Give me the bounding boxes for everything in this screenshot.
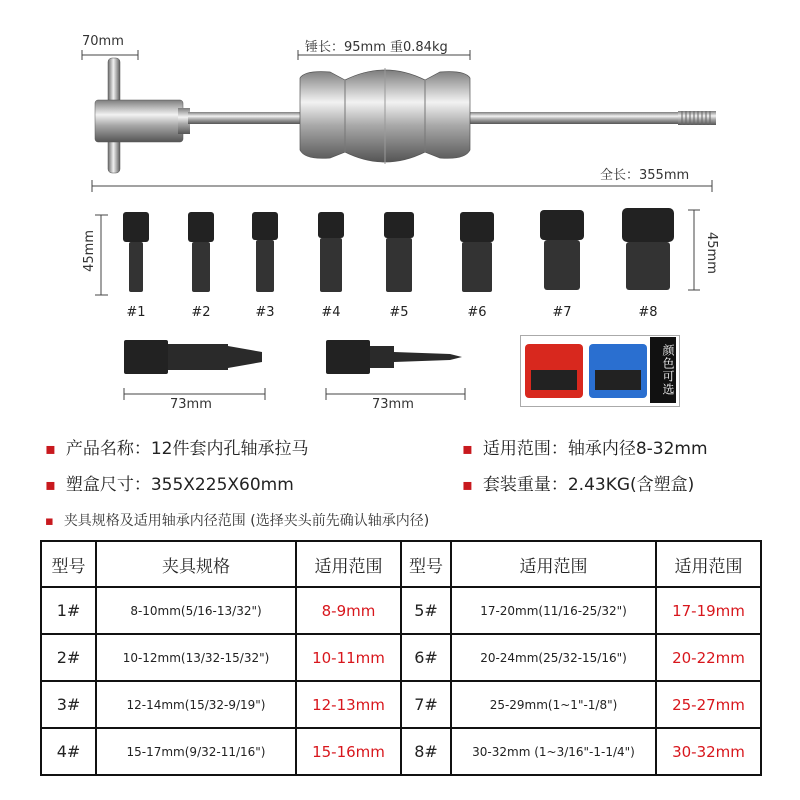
- model-cell: 6#: [401, 634, 451, 681]
- adapter-height-left: 45mm: [82, 230, 97, 272]
- spec-range: ▪ 适用范围：轴承内径8-32mm: [462, 439, 708, 459]
- range-cell: 30-32mm: [656, 728, 761, 775]
- range-cell: 25-27mm: [656, 681, 761, 728]
- header-spec-2: 适用范围: [451, 541, 656, 587]
- header-range-2: 适用范围: [656, 541, 761, 587]
- spec-product-name-text: 产品名称：12件套内孔轴承拉马: [65, 439, 309, 459]
- spec-cell: 17-20mm(11/16-25/32"): [451, 587, 656, 634]
- table-row: [41, 681, 761, 728]
- color-options-label: 颜色可选: [650, 337, 676, 403]
- adapter-label-7: #7: [552, 305, 572, 320]
- spec-range-text: 适用范围：轴承内径8-32mm: [482, 439, 708, 459]
- extension-length-right: 73mm: [372, 397, 414, 412]
- table-row: [41, 728, 761, 775]
- spec-cell: 12-14mm(15/32-9/19"): [96, 681, 296, 728]
- handle-width-label: 70mm: [82, 34, 124, 49]
- adapter-label-6: #6: [467, 305, 487, 320]
- spec-weight-text: 套装重量：2.43KG(含塑盒): [482, 475, 695, 495]
- range-cell: 10-11mm: [296, 634, 401, 681]
- spec-cell: 8-10mm(5/16-13/32"): [96, 587, 296, 634]
- header-range: 适用范围: [296, 541, 401, 587]
- slide-hammer-image: [0, 0, 800, 200]
- adapter-label-5: #5: [389, 305, 409, 320]
- spec-cell: 10-12mm(13/32-15/32"): [96, 634, 296, 681]
- model-cell: 8#: [401, 728, 451, 775]
- model-cell: 4#: [41, 728, 96, 775]
- spec-weight: ▪ 套装重量：2.43KG(含塑盒): [462, 475, 695, 495]
- model-cell: 7#: [401, 681, 451, 728]
- total-length-label: 全长：355mm: [600, 168, 690, 183]
- range-cell: 12-13mm: [296, 681, 401, 728]
- adapter-label-1: #1: [126, 305, 146, 320]
- range-cell: 8-9mm: [296, 587, 401, 634]
- model-cell: 3#: [41, 681, 96, 728]
- extension-length-left: 73mm: [170, 397, 212, 412]
- extensions-image: [0, 330, 520, 410]
- spec-product-name: ▪ 产品名称：12件套内孔轴承拉马: [45, 439, 309, 459]
- adapters-image: [0, 200, 800, 310]
- weight-spec-label: 锤长：95mm 重0.84kg: [305, 40, 448, 55]
- adapter-label-3: #3: [255, 305, 275, 320]
- model-cell: 1#: [41, 587, 96, 634]
- case-swatches: [521, 336, 651, 406]
- range-cell: 15-16mm: [296, 728, 401, 775]
- spec-cell: 20-24mm(25/32-15/16"): [451, 634, 656, 681]
- spec-cell: 30-32mm (1~3/16"-1-1/4"): [451, 728, 656, 775]
- range-cell: 17-19mm: [656, 587, 761, 634]
- adapter-height-right: 45mm: [704, 232, 719, 274]
- adapter-label-2: #2: [191, 305, 211, 320]
- table-row: [41, 634, 761, 681]
- table-row: [41, 587, 761, 634]
- header-model: 型号: [41, 541, 96, 587]
- table-note-text: 夹具规格及适用轴承内径范围 (选择夹头前先确认轴承内径): [63, 513, 430, 529]
- range-cell: 20-22mm: [656, 634, 761, 681]
- spec-cell: 25-29mm(1~1"-1/8"): [451, 681, 656, 728]
- table-note: ▪ 夹具规格及适用轴承内径范围 (选择夹头前先确认轴承内径): [45, 513, 430, 529]
- spec-box-size: ▪ 塑盒尺寸：355X225X60mm: [45, 475, 294, 495]
- adapter-label-4: #4: [321, 305, 341, 320]
- model-cell: 2#: [41, 634, 96, 681]
- spec-box-size-text: 塑盒尺寸：355X225X60mm: [65, 475, 294, 495]
- spec-table: [40, 540, 762, 776]
- model-cell: 5#: [401, 587, 451, 634]
- spec-cell: 15-17mm(9/32-11/16"): [96, 728, 296, 775]
- adapter-label-8: #8: [638, 305, 658, 320]
- header-model-2: 型号: [401, 541, 451, 587]
- table-header-row: [41, 541, 761, 587]
- header-spec: 夹具规格: [96, 541, 296, 587]
